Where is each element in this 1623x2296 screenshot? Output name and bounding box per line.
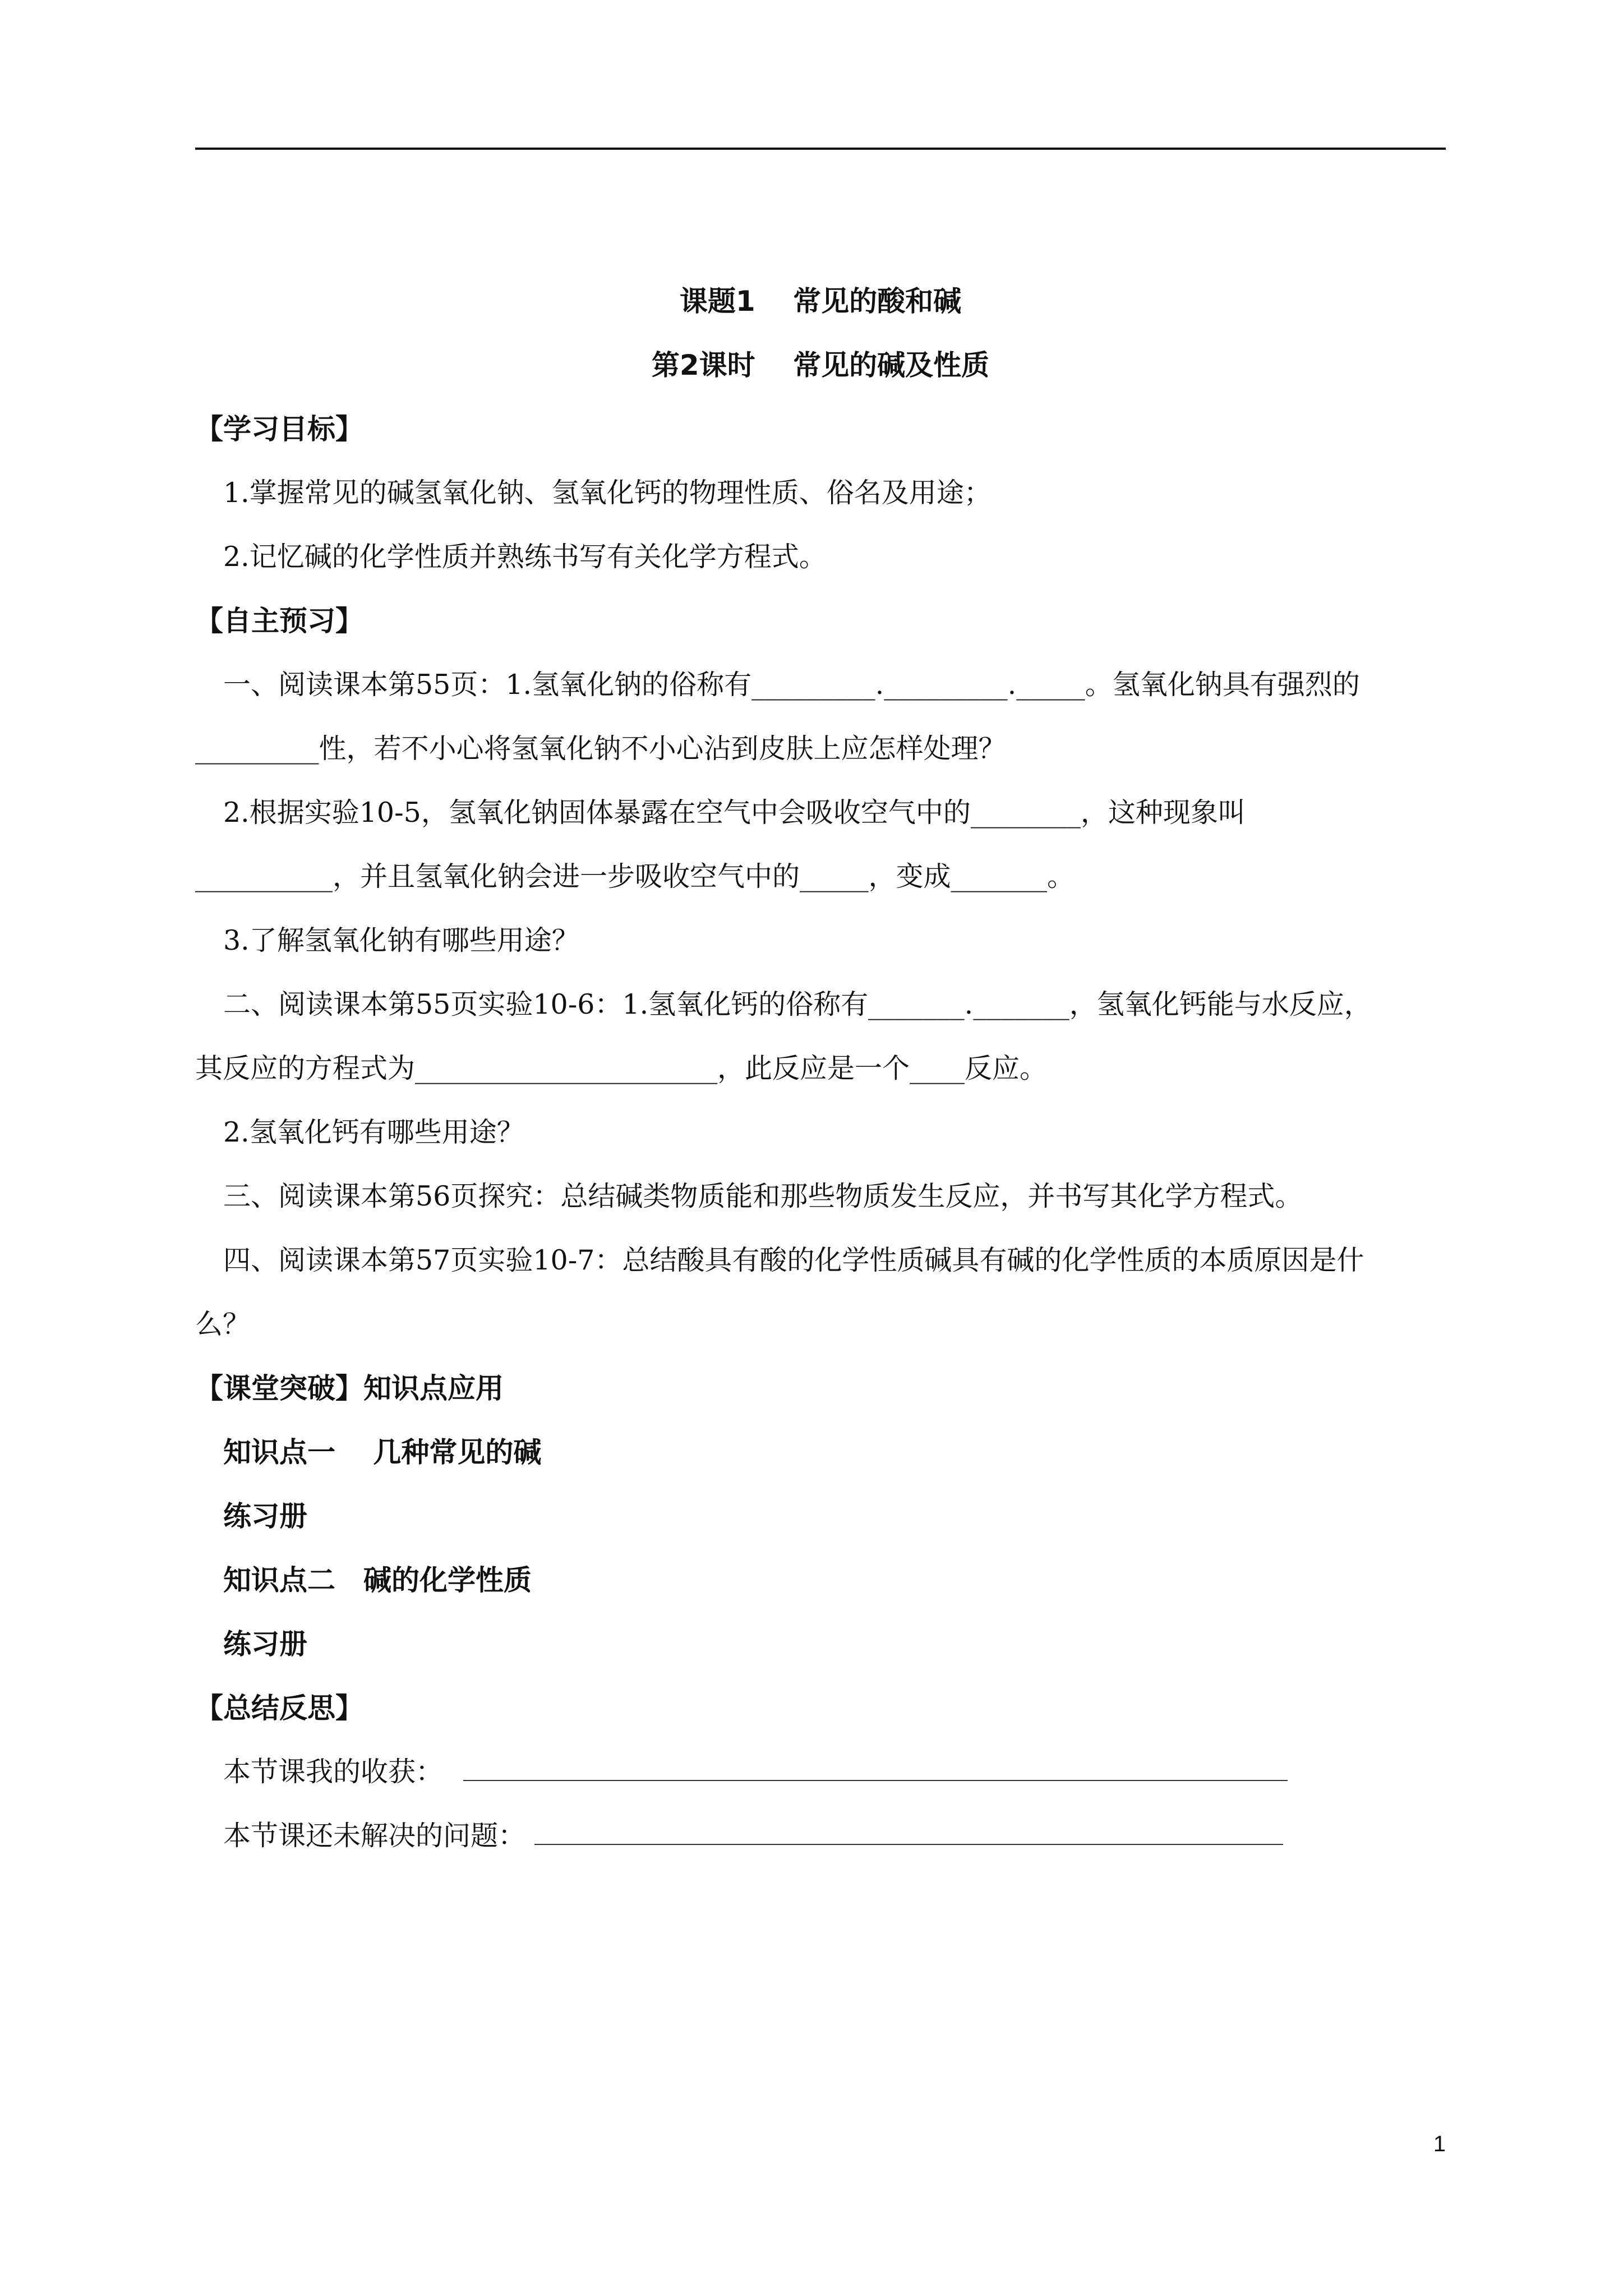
knowledge-point-2: 知识点二 碱的化学性质 [223, 1564, 532, 1596]
preview-item-3: 3.了解氢氧化钠有哪些用途？ [223, 924, 579, 956]
preview-item-4-line-2: 其反应的方程式为______________________，此反应是一个____反应。 [195, 1052, 1048, 1084]
preview-item-1-line-2: _________性，若不小心将氢氧化钠不小心沾到皮肤上应怎样处理？ [195, 733, 1006, 765]
lesson-title: 课题1 常见的酸和碱 [679, 285, 962, 318]
reflection-gains-label: 本节课我的收获： [223, 1756, 444, 1788]
knowledge-point-1: 知识点一 几种常见的碱 [223, 1436, 542, 1469]
preview-item-4-line-1: 二、阅读课本第55页实验10-6：1.氢氧化钙的俗称有_______._______，氢氧化钙能与水反应， [223, 988, 1372, 1020]
lesson-subtitle: 第2课时 常见的碱及性质 [651, 349, 990, 381]
preview-item-2-line-2: __________，并且氢氧化钠会进一步吸收空气中的_____，变成_______。 [195, 861, 1075, 892]
section-goals-heading: 【学习目标】 [195, 413, 363, 445]
goal-item-1: 1.掌握常见的碱氢氧化钠、氢氧化钙的物理性质、俗名及用途； [223, 477, 992, 509]
preview-item-2-line-1: 2.根据实验10-5，氢氧化钠固体暴露在空气中会吸收空气中的________，这种现象叫 [223, 797, 1246, 829]
section-preview-heading: 【自主预习】 [195, 605, 363, 637]
knowledge-point-2-reference: 练习册 [223, 1628, 307, 1660]
reflection-gains-row [195, 1740, 1446, 1804]
preview-item-1-line-1: 一、阅读课本第55页：1.氢氧化钠的俗称有_________._________._____。氢氧化钠具有强烈的 [223, 669, 1360, 701]
preview-item-7-line-2: 么？ [195, 1308, 251, 1340]
section-summary-heading: 【总结反思】 [195, 1692, 363, 1724]
header-rule [195, 148, 1446, 150]
section-class-heading: 【课堂突破】知识点应用 [195, 1372, 504, 1405]
reflection-gains-answer-line[interactable] [463, 1779, 1288, 1781]
worksheet-body [195, 269, 1446, 1868]
page-number: 1 [1433, 2132, 1446, 2156]
preview-item-5: 2.氢氧化钙有哪些用途？ [223, 1116, 524, 1148]
reflection-unsolved-label: 本节课还未解决的问题： [223, 1820, 526, 1852]
reflection-unsolved-answer-line[interactable] [534, 1843, 1283, 1845]
preview-item-7-line-1: 四、阅读课本第57页实验10-7：总结酸具有酸的化学性质碱具有碱的化学性质的本质原因是什 [223, 1244, 1364, 1276]
preview-item-6: 三、阅读课本第56页探究：总结碱类物质能和那些物质发生反应，并书写其化学方程式。 [223, 1180, 1303, 1212]
goal-item-2: 2.记忆碱的化学性质并熟练书写有关化学方程式。 [223, 541, 827, 573]
knowledge-point-1-reference: 练习册 [223, 1500, 307, 1533]
reflection-unsolved-row [195, 1804, 1446, 1868]
